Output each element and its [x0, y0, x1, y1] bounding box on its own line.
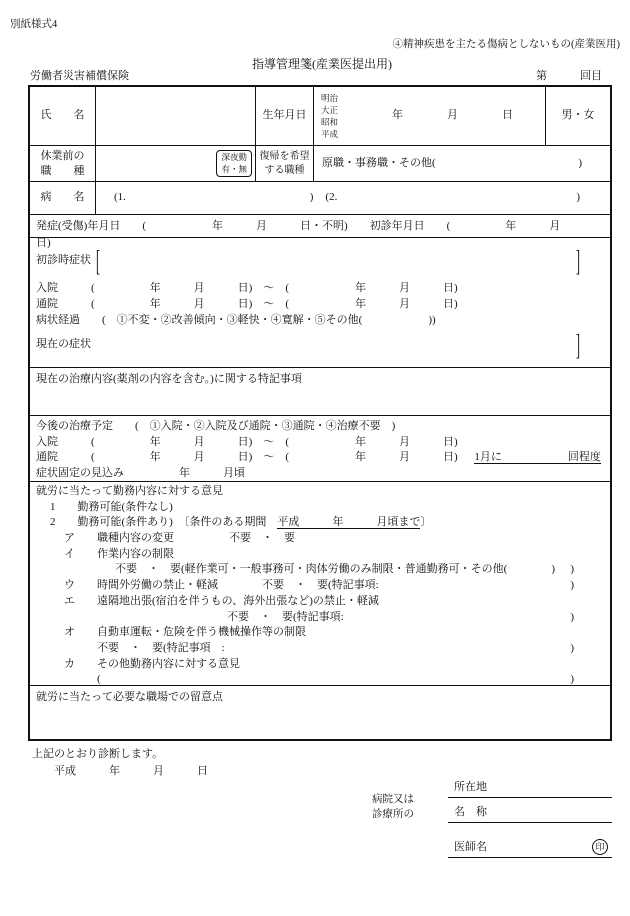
- prev-job-label-cell: [30, 146, 96, 181]
- form-title: 指導管理箋(産業医提出用): [252, 57, 392, 71]
- opinion-d-text: 不要 ・ 要(特記事項:: [227, 610, 344, 623]
- opinion-c-line: [36, 578, 604, 594]
- condition-period-underline: 平成 年 月頃まで: [277, 516, 421, 529]
- spacer: [379, 578, 571, 594]
- return-job-close-paren: ): [578, 156, 582, 169]
- spacer: [101, 672, 571, 688]
- era-option-meiji: 明治: [321, 93, 339, 103]
- name-field: [96, 87, 256, 145]
- opinion-e-line-2: [36, 641, 604, 657]
- work-opinion-block: [30, 482, 610, 686]
- doctor-name-field: [448, 834, 612, 858]
- opinion-d-line-2: [36, 610, 604, 626]
- close-bracket: ]: [576, 326, 580, 362]
- open-bracket: [: [96, 242, 100, 278]
- opinion-f-line-1: カ その他勤務内容に対する意見: [64, 657, 240, 670]
- return-job-label-1: 復帰を希望: [259, 151, 310, 162]
- return-job-label-2: する職種: [264, 164, 305, 176]
- prev-job-label-1: 休業前の: [40, 149, 85, 162]
- disease-label: 病 名: [40, 191, 85, 204]
- close-bracket: ]: [576, 242, 580, 278]
- opinion-item-2-pre: 2 勤務可能(条件あり) 〔条件のある期間: [50, 516, 278, 529]
- opinion-b-line-2: [36, 562, 604, 578]
- first-exam-symptoms-line: [36, 242, 604, 280]
- org-type-label: [372, 792, 414, 822]
- birthdate-field: [314, 87, 546, 145]
- opinion-b-close-paren: ): [570, 563, 574, 576]
- category-note: ④精神疾患を主たる傷病としないもの(産業医用): [392, 39, 620, 50]
- birthdate-label: 生年月日: [262, 109, 307, 122]
- gender-options: 男・女: [561, 109, 595, 122]
- workplace-notes-title: 就労に当たって必要な職場での留意点: [36, 691, 223, 703]
- opinion-e-line-1: オ 自動車運転・危険を伴う機械操作等の制限: [64, 626, 306, 639]
- diagnosis-date-line: 平成 年 月 日: [54, 765, 208, 777]
- disease-1-close: ): [309, 191, 314, 204]
- org-type-label-2: 診療所の: [372, 809, 414, 820]
- era-option-taisho: 大正: [321, 105, 339, 115]
- prev-job-label-2: 職 種: [40, 164, 85, 177]
- treatment-notes-title: 現在の治療内容(薬剤の内容を含む。)に関する特記事項: [36, 373, 302, 385]
- opinion-item-2: [36, 515, 604, 531]
- form-id-label: 別紙様式4: [10, 19, 58, 30]
- hospitalization-line: 入院 ( 年 月 日) ～ ( 年 月 日): [36, 282, 458, 294]
- doctor-name-label: 医師名: [454, 841, 487, 854]
- insurance-label: 労働者災害補償保険: [30, 70, 129, 82]
- first-exam-symptoms-label: 初診時症状: [36, 254, 91, 267]
- opinion-b-line-1: イ 作業内容の制限: [64, 547, 174, 560]
- symptom-fixation-line: 症状固定の見込み 年 月頃: [36, 467, 245, 480]
- workplace-notes-block: [30, 686, 610, 739]
- seal-mark-icon: 印: [592, 839, 608, 855]
- work-opinion-title: 就労に当たって勤務内容に対する意見: [36, 485, 223, 497]
- address-label: 所在地: [454, 781, 487, 793]
- opinion-e-text: 不要 ・ 要(特記事項 :: [97, 641, 225, 654]
- visit-frequency-underline: 1月に 回程度: [474, 451, 601, 464]
- future-outpatient-text: 通院 ( 年 月 日) ～ ( 年 月 日): [36, 451, 458, 464]
- symptoms-block: [30, 238, 610, 368]
- org-type-label-1: 病院又は: [372, 794, 414, 805]
- opinion-c-text: ウ 時間外労働の禁止・軽減 不要 ・ 要(特記事項:: [64, 579, 379, 592]
- return-job-options-cell: [314, 146, 610, 181]
- future-hospitalization-line: 入院 ( 年 月 日) ～ ( 年 月 日): [36, 435, 458, 448]
- org-name-label: 名 称: [454, 806, 487, 818]
- gender-options-cell: [546, 87, 610, 145]
- era-option-heisei: 平成: [321, 129, 339, 139]
- opinion-f-line-2: [36, 672, 604, 688]
- onset-date-line: 発症(受傷)年月日 ( 年 月 日・不明) 初診年月日 ( 年 月 日): [36, 220, 594, 249]
- prev-job-field: [96, 146, 256, 181]
- disease-fields: [96, 182, 610, 214]
- diagnosis-statement: 上記のとおり診断します。: [32, 748, 164, 760]
- future-plan-block: [30, 416, 610, 482]
- address-field: [448, 778, 612, 798]
- opinion-d-line-1: エ 遠隔地出張(宿泊を伴うもの、海外出張など)の禁止・軽減: [64, 594, 379, 607]
- night-shift-box: [216, 150, 252, 176]
- disease-row: [30, 182, 610, 215]
- future-plan-line: 今後の治療予定 ( ①入院・②入院及び通院・③通院・④治療不要 ): [36, 420, 396, 432]
- era-list: [314, 92, 360, 140]
- form-table: [28, 85, 612, 741]
- job-row: [30, 146, 610, 182]
- name-label-cell: [30, 87, 96, 145]
- treatment-block: [30, 368, 610, 416]
- opinion-f-close-paren: ): [570, 673, 574, 686]
- opinion-e-close-paren: ): [570, 641, 574, 654]
- current-symptoms-line: [36, 328, 604, 362]
- progress-line: 病状経過 ( ①不変・②改善傾向・③軽快・④寛解・⑤その他( )): [36, 314, 436, 326]
- opinion-c-close-paren: ): [570, 579, 574, 592]
- disease-1-open: (1.: [114, 191, 126, 204]
- birthdate-label-cell: [256, 87, 314, 145]
- org-name-field: [448, 803, 612, 823]
- opinion-f-open-paren: (: [97, 673, 101, 686]
- date-units: 年 月 日: [392, 109, 513, 122]
- spacer: [344, 610, 571, 626]
- disease-2-open: (2.: [325, 191, 338, 204]
- name-label: 氏 名: [40, 109, 85, 122]
- return-job-label-cell: [256, 146, 314, 181]
- night-shift-options: 有・無: [221, 163, 247, 174]
- return-job-options: 原職・事務職・その他(: [322, 156, 436, 169]
- night-shift-label: 深夜勤: [221, 152, 247, 163]
- opinion-item-1: 1 勤務可能(条件なし): [50, 500, 173, 513]
- opinion-d-close-paren: ): [570, 610, 574, 623]
- spacer: [555, 562, 570, 578]
- current-symptoms-label: 現在の症状: [36, 338, 91, 351]
- round-count-label: 第 回目: [536, 70, 602, 82]
- disease-label-cell: [30, 182, 96, 214]
- opinion-item-2-post: 〕: [420, 516, 432, 529]
- disease-2-close: ): [576, 191, 580, 204]
- onset-row: [30, 215, 610, 249]
- future-outpatient-line: [36, 450, 604, 466]
- patient-row: [30, 87, 610, 146]
- opinion-b-text: 不要 ・ 要(軽作業可・一般事務可・肉体労働のみ制限・普通勤務可・その他( ): [115, 563, 555, 576]
- outpatient-line: 通院 ( 年 月 日) ～ ( 年 月 日): [36, 298, 458, 310]
- era-option-showa: 昭和: [321, 117, 339, 127]
- opinion-a-line: ア 職種内容の変更 不要 ・ 要: [64, 532, 295, 545]
- spacer: [225, 641, 571, 657]
